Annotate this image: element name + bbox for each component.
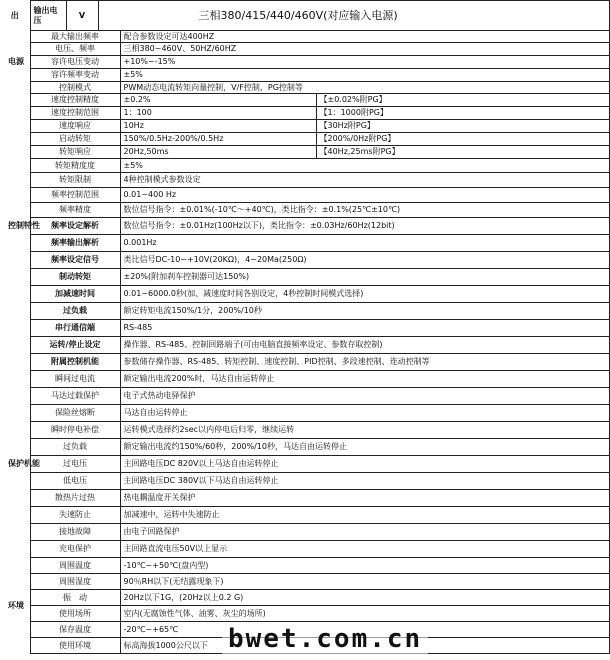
control3-value-4: 20Hz,50ms bbox=[120, 146, 316, 159]
control3-pg-0: 【±0.02%附PG】 bbox=[316, 94, 609, 107]
row-protection bbox=[0, 524, 609, 541]
row-protection bbox=[0, 490, 609, 507]
row-power-1 bbox=[0, 56, 609, 69]
environment-value-3: 室内(无腐蚀性气体、油雾、灰尘的场所) bbox=[120, 606, 609, 622]
control2-label-7: 制动转矩 bbox=[30, 269, 120, 286]
row-protection bbox=[0, 388, 609, 405]
control2-value-5: 0.001Hz bbox=[120, 235, 609, 252]
control-mode-value: PWM动态电流转矩向量控制，V/F控制，PG控制等 bbox=[120, 82, 609, 94]
row-protection bbox=[0, 371, 609, 388]
control2-label-1: 转矩限制 bbox=[30, 173, 120, 188]
power-label-1: 容许电压变动 bbox=[30, 56, 120, 69]
control2-label-6: 频率设定信号 bbox=[30, 252, 120, 269]
row-control-2 bbox=[0, 303, 609, 320]
control2-label-4: 频率设定解析 bbox=[30, 218, 120, 235]
environment-label-0: 周围温度 bbox=[30, 558, 120, 574]
environment-label-1: 周围湿度 bbox=[30, 574, 120, 590]
protection-value-5: 主回路电压DC 820V以上马达自由运转停止 bbox=[120, 456, 609, 473]
protection-label-6: 低电压 bbox=[30, 473, 120, 490]
protection-label-8: 失速防止 bbox=[30, 507, 120, 524]
protection-value-1: 电子式热动电驿保护 bbox=[120, 388, 609, 405]
control2-value-2: 0.01~400 Hz bbox=[120, 188, 609, 203]
protection-value-10: 主回路直流电压50V以上显示 bbox=[120, 541, 609, 558]
protection-value-8: 加减速中，运转中失速防止 bbox=[120, 507, 609, 524]
control2-label-2: 频率控制范围 bbox=[30, 188, 120, 203]
row-protection bbox=[0, 456, 609, 473]
environment-value-1: 90％RH以下(无结露现象下) bbox=[120, 574, 609, 590]
control-mode-label: 控制模式 bbox=[30, 82, 120, 94]
protection-value-0: 额定输出电流200%时，马达自由运转停止 bbox=[120, 371, 609, 388]
control2-value-8: 0.01~6000.0秒(加、减速度时间各别设定，4秒控制时间模式选择) bbox=[120, 286, 609, 303]
protection-label-0: 瞬间过电流 bbox=[30, 371, 120, 388]
control3-pg-1: 【1：1000附PG】 bbox=[316, 107, 609, 120]
output-voltage-value: 三相380/415/440/460V(对应输入电源) bbox=[98, 1, 609, 31]
power-label-0: 电压、频率 bbox=[30, 43, 120, 56]
protection-label-4: 过负载 bbox=[30, 439, 120, 456]
environment-label-4: 保存温度 bbox=[30, 622, 120, 638]
row-control-2 bbox=[0, 235, 609, 252]
environment-value-0: -10℃~+50℃(盘内型) bbox=[120, 558, 609, 574]
protection-label-2: 保险丝熔断 bbox=[30, 405, 120, 422]
row-environment bbox=[0, 558, 609, 574]
control2-label-12: 附属控制机能 bbox=[30, 354, 120, 371]
watermark: bwet.com.cn bbox=[222, 624, 428, 654]
control2-value-7: ±20%(附加刹车控制器可达150%) bbox=[120, 269, 609, 286]
control2-label-3: 频率精度 bbox=[30, 203, 120, 218]
row-control-2 bbox=[0, 252, 609, 269]
row-environment bbox=[0, 606, 609, 622]
section-output: 出 bbox=[0, 1, 30, 31]
row-control-2 bbox=[0, 354, 609, 371]
environment-label-2: 振 动 bbox=[30, 590, 120, 606]
protection-value-3: 运转模式选择约2sec以内停电后归零，继续运转 bbox=[120, 422, 609, 439]
protection-value-4: 额定输出电流约150%/60秒，200%/10秒，马达自由运转停止 bbox=[120, 439, 609, 456]
row-control-2 bbox=[0, 203, 609, 218]
protection-label-5: 过电压 bbox=[30, 456, 120, 473]
row-protection bbox=[0, 422, 609, 439]
control2-value-12: 参数储存操作器、RS-485、转矩控制、速度控制、PID控制、多段速控制、连动控制等 bbox=[120, 354, 609, 371]
control3-value-0: ±0.2% bbox=[120, 94, 316, 107]
control2-label-8: 加减速时间 bbox=[30, 286, 120, 303]
control2-label-10: 串行通信端 bbox=[30, 320, 120, 337]
section-protection: 保护机能 bbox=[0, 371, 30, 558]
row-control-mode bbox=[0, 82, 609, 94]
environment-label-3: 使用场所 bbox=[30, 606, 120, 622]
control2-label-11: 运转/停止设定 bbox=[30, 337, 120, 354]
row-max-freq bbox=[0, 31, 609, 43]
section-power: 电源 bbox=[0, 43, 30, 82]
output-voltage-label: 输出电压 bbox=[30, 1, 66, 31]
control3-label-1: 速度控制范围 bbox=[30, 107, 120, 120]
environment-label-5: 使用环境 bbox=[30, 638, 120, 654]
environment-value-5: 标高海拔1000公尺以下 bbox=[120, 638, 609, 654]
row-output-voltage bbox=[0, 1, 609, 31]
power-value-0: 三相380~460V、50HZ/60HZ bbox=[120, 43, 609, 56]
control3-label-3: 启动转矩 bbox=[30, 133, 120, 146]
control2-value-0: ±5% bbox=[120, 159, 609, 173]
control2-value-3: 数位信号指令：±0.01%(-10℃～+40℃)，类比指令：±0.1%(25℃±10℃) bbox=[120, 203, 609, 218]
environment-value-4: -20℃~+65℃ bbox=[120, 622, 609, 638]
control3-pg-4: 【40Hz,25ms附PG】 bbox=[316, 146, 609, 159]
control2-value-10: RS-485 bbox=[120, 320, 609, 337]
row-control-3 bbox=[0, 146, 609, 159]
row-control-2 bbox=[0, 218, 609, 235]
protection-value-2: 马达自由运转停止 bbox=[120, 405, 609, 422]
control2-label-5: 频率输出解析 bbox=[30, 235, 120, 252]
protection-value-7: 热电耦温度开关保护 bbox=[120, 490, 609, 507]
control3-value-1: 1：100 bbox=[120, 107, 316, 120]
row-control-2 bbox=[0, 173, 609, 188]
max-freq-value: 配合参数设定可达400HZ bbox=[120, 31, 609, 43]
row-power-0 bbox=[0, 43, 609, 56]
row-control-3 bbox=[0, 120, 609, 133]
section-environment: 环境 bbox=[0, 558, 30, 654]
control3-label-4: 转矩响应 bbox=[30, 146, 120, 159]
max-freq-label: 最大输出频率 bbox=[30, 31, 120, 43]
v-marker: V bbox=[66, 1, 98, 31]
control2-label-0: 转矩精度度 bbox=[30, 159, 120, 173]
row-environment bbox=[0, 590, 609, 606]
control3-pg-3: 【200%/0Hz附PG】 bbox=[316, 133, 609, 146]
control2-value-1: 4种控制模式参数设定 bbox=[120, 173, 609, 188]
power-value-1: +10%~-15% bbox=[120, 56, 609, 69]
power-value-2: ±5% bbox=[120, 69, 609, 82]
power-label-2: 容许频率变动 bbox=[30, 69, 120, 82]
protection-label-3: 瞬时停电补偿 bbox=[30, 422, 120, 439]
control2-value-11: 操作器、RS-485、控制回路端子(可由电脑直接频率设定、参数存取控制) bbox=[120, 337, 609, 354]
row-control-2 bbox=[0, 337, 609, 354]
protection-label-10: 充电保护 bbox=[30, 541, 120, 558]
row-protection bbox=[0, 473, 609, 490]
row-control-2 bbox=[0, 188, 609, 203]
control3-pg-2: 【30Hz附PG】 bbox=[316, 120, 609, 133]
row-control-2 bbox=[0, 269, 609, 286]
row-control-3 bbox=[0, 107, 609, 120]
control2-label-9: 过负载 bbox=[30, 303, 120, 320]
protection-value-6: 主回路电压DC 380V以下马达自由运转停止 bbox=[120, 473, 609, 490]
row-control-3 bbox=[0, 94, 609, 107]
environment-value-2: 20Hz以下1G，(20Hz以上0.2 G) bbox=[120, 590, 609, 606]
control2-value-6: 类比信号DC-10~+10V(20KΩ)，4~20Ma(250Ω) bbox=[120, 252, 609, 269]
row-control-2 bbox=[0, 320, 609, 337]
protection-label-1: 马达过载保护 bbox=[30, 388, 120, 405]
row-power-2 bbox=[0, 69, 609, 82]
control3-label-2: 速度响应 bbox=[30, 120, 120, 133]
section-control: 控制特性 bbox=[0, 82, 30, 371]
control2-value-4: 数位信号指令：±0.01Hz(100Hz以下)，类比指令：±0.03Hz/60Hz(12bit) bbox=[120, 218, 609, 235]
row-protection bbox=[0, 439, 609, 456]
row-control-2 bbox=[0, 286, 609, 303]
row-protection bbox=[0, 507, 609, 524]
protection-label-9: 接地故障 bbox=[30, 524, 120, 541]
control3-value-2: 10Hz bbox=[120, 120, 316, 133]
row-environment bbox=[0, 574, 609, 590]
protection-value-9: 由电子回路保护 bbox=[120, 524, 609, 541]
row-protection bbox=[0, 541, 609, 558]
row-control-3 bbox=[0, 133, 609, 146]
control2-value-9: 额定转矩电流150%/1分，200%/10秒 bbox=[120, 303, 609, 320]
control3-label-0: 速度控制精度 bbox=[30, 94, 120, 107]
row-protection bbox=[0, 405, 609, 422]
row-control-2 bbox=[0, 159, 609, 173]
control3-value-3: 150%/0.5Hz-200%/0.5Hz bbox=[120, 133, 316, 146]
protection-label-7: 散热片过热 bbox=[30, 490, 120, 507]
